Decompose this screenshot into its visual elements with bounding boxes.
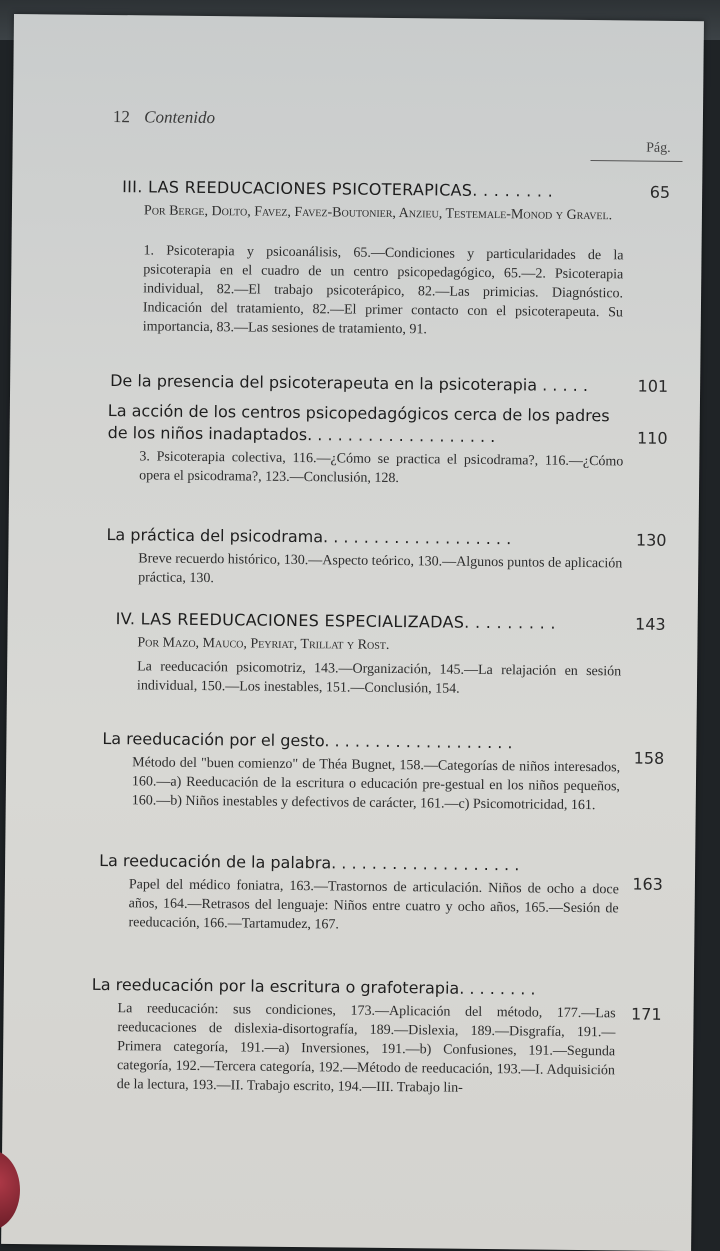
toc-entry-description: 1. Psicoterapia y psicoanálisis, 65.—Condiciones y particularidades de la psicoterapia en el cuadro de un centro psicopedagógico, 65.—2. Psicoterapia individual, 82.—El trabajo psicoterápico, 82.—Las primicias. Diagnóstico. Indicación del tratamiento, 82.—El primer contacto con el psicoterapeuta. Su importancia, 83.—Las sesiones de tratamiento, 91. [142,243,624,338]
toc-entry-title: IV. LAS REEDUCACIONES ESPECIALIZADAS. . . . . . . . . [115,609,556,633]
toc-entry-authors: Por Mazo, Mauco, Peyriat, Trillat y Rost. [137,635,390,653]
toc-entry-page: 130 [635,530,667,550]
toc-entry-authors: Por Berge, Dolto, Favez, Favez-Boutonier, Anzieu, Testemale-Monod y Gravel. [143,203,613,224]
toc-entry-title-line2: de los niños inadaptados. . . . . . . . . . . . . . . . . . . [107,423,496,447]
toc-entry-page: 65 [649,182,671,202]
toc-entry-page: 171 [630,1004,662,1024]
toc-entry-title: De la presencia del psicoterapeuta en la psicoterapia . . . . . [110,371,589,396]
page-number: 12 [112,107,131,127]
toc-entry-title: La práctica del psicodrama. . . . . . . . . . . . . . . . . . . [106,524,512,549]
toc-entry-page: 143 [634,614,666,634]
toc-entry-description: 3. Psicoterapia colectiva, 116.—¿Cómo se practica el psicodrama?, 116.—¿Cómo opera el psicodrama?, 123.—Conclusión, 128. [139,449,624,487]
toc-entry-description: Breve recuerdo histórico, 130.—Aspecto teórico, 130.—Algunos puntos de aplicación práctica, 130. [138,551,623,587]
running-header [113,107,215,128]
toc-entry-page: 110 [636,428,668,448]
toc-entry-page: 101 [637,376,669,396]
pag-rule [590,160,682,162]
toc-entry-title: III. LAS REEDUCACIONES PSICOTERAPICAS. . . . . . . . [122,177,554,201]
toc-entry-page: 163 [632,874,664,894]
pag-label: Pág. [646,140,671,156]
toc-entry-title: La reeducación por el gesto. . . . . . . . . . . . . . . . . . . [102,728,513,753]
toc-entry-description: La reeducación psicomotriz, 143.—Organización, 145.—La relajación en sesión individual, 150.—Los inestables, 151.—Conclusión, 154. [136,659,622,697]
book-page [1,14,704,1251]
toc-entry-page: 158 [633,748,665,768]
toc-entry-description: Método del "buen comienzo" de Théa Bugnet, 158.—Categorías de niños interesados, 160.—a) Reeducación de la escritura o educación pre-gestual en los niños pequeños, 160.—b) Niños inestables y defectivos de carácter, 161.—c) Psicomotricidad, 161. [131,755,621,814]
toc-entry-title: La reeducación por la escritura o grafoterapia. . . . . . . . [91,974,536,999]
toc-entry-title: La acción de los centros psicopedagógicos cerca de los padres [107,401,610,426]
toc-entry-title: La reeducación de la palabra. . . . . . . . . . . . . . . . . . . [99,850,520,875]
header-title: Contenido [144,107,216,128]
toc-entry-description: Papel del médico foniatra, 163.—Trastornos de articulación. Niños de ocho a doce años, 164.—Retrasos del lenguaje: Niños entre cuatro y ocho años, 165.—Sesión de reeducación, 166.—Tartamudez, 167. [128,877,619,933]
toc-entry-description: La reeducación: sus condiciones, 173.—Aplicación del método, 177.—Las reeducaciones de dislexia-disortografía, 189.—Dislexia, 189.—Disgrafía, 191.—Primera categoría, 191.—a) Inversiones, 191.—b) Confusiones, 191.—Segunda categoría, 192.—Tercera categoría, 192.—Método de reeducación, 193.—I. Adquisición de la lectura, 193.—II. Trabajo escrito, 194.—III. Trabajo lin- [116,1001,616,1096]
